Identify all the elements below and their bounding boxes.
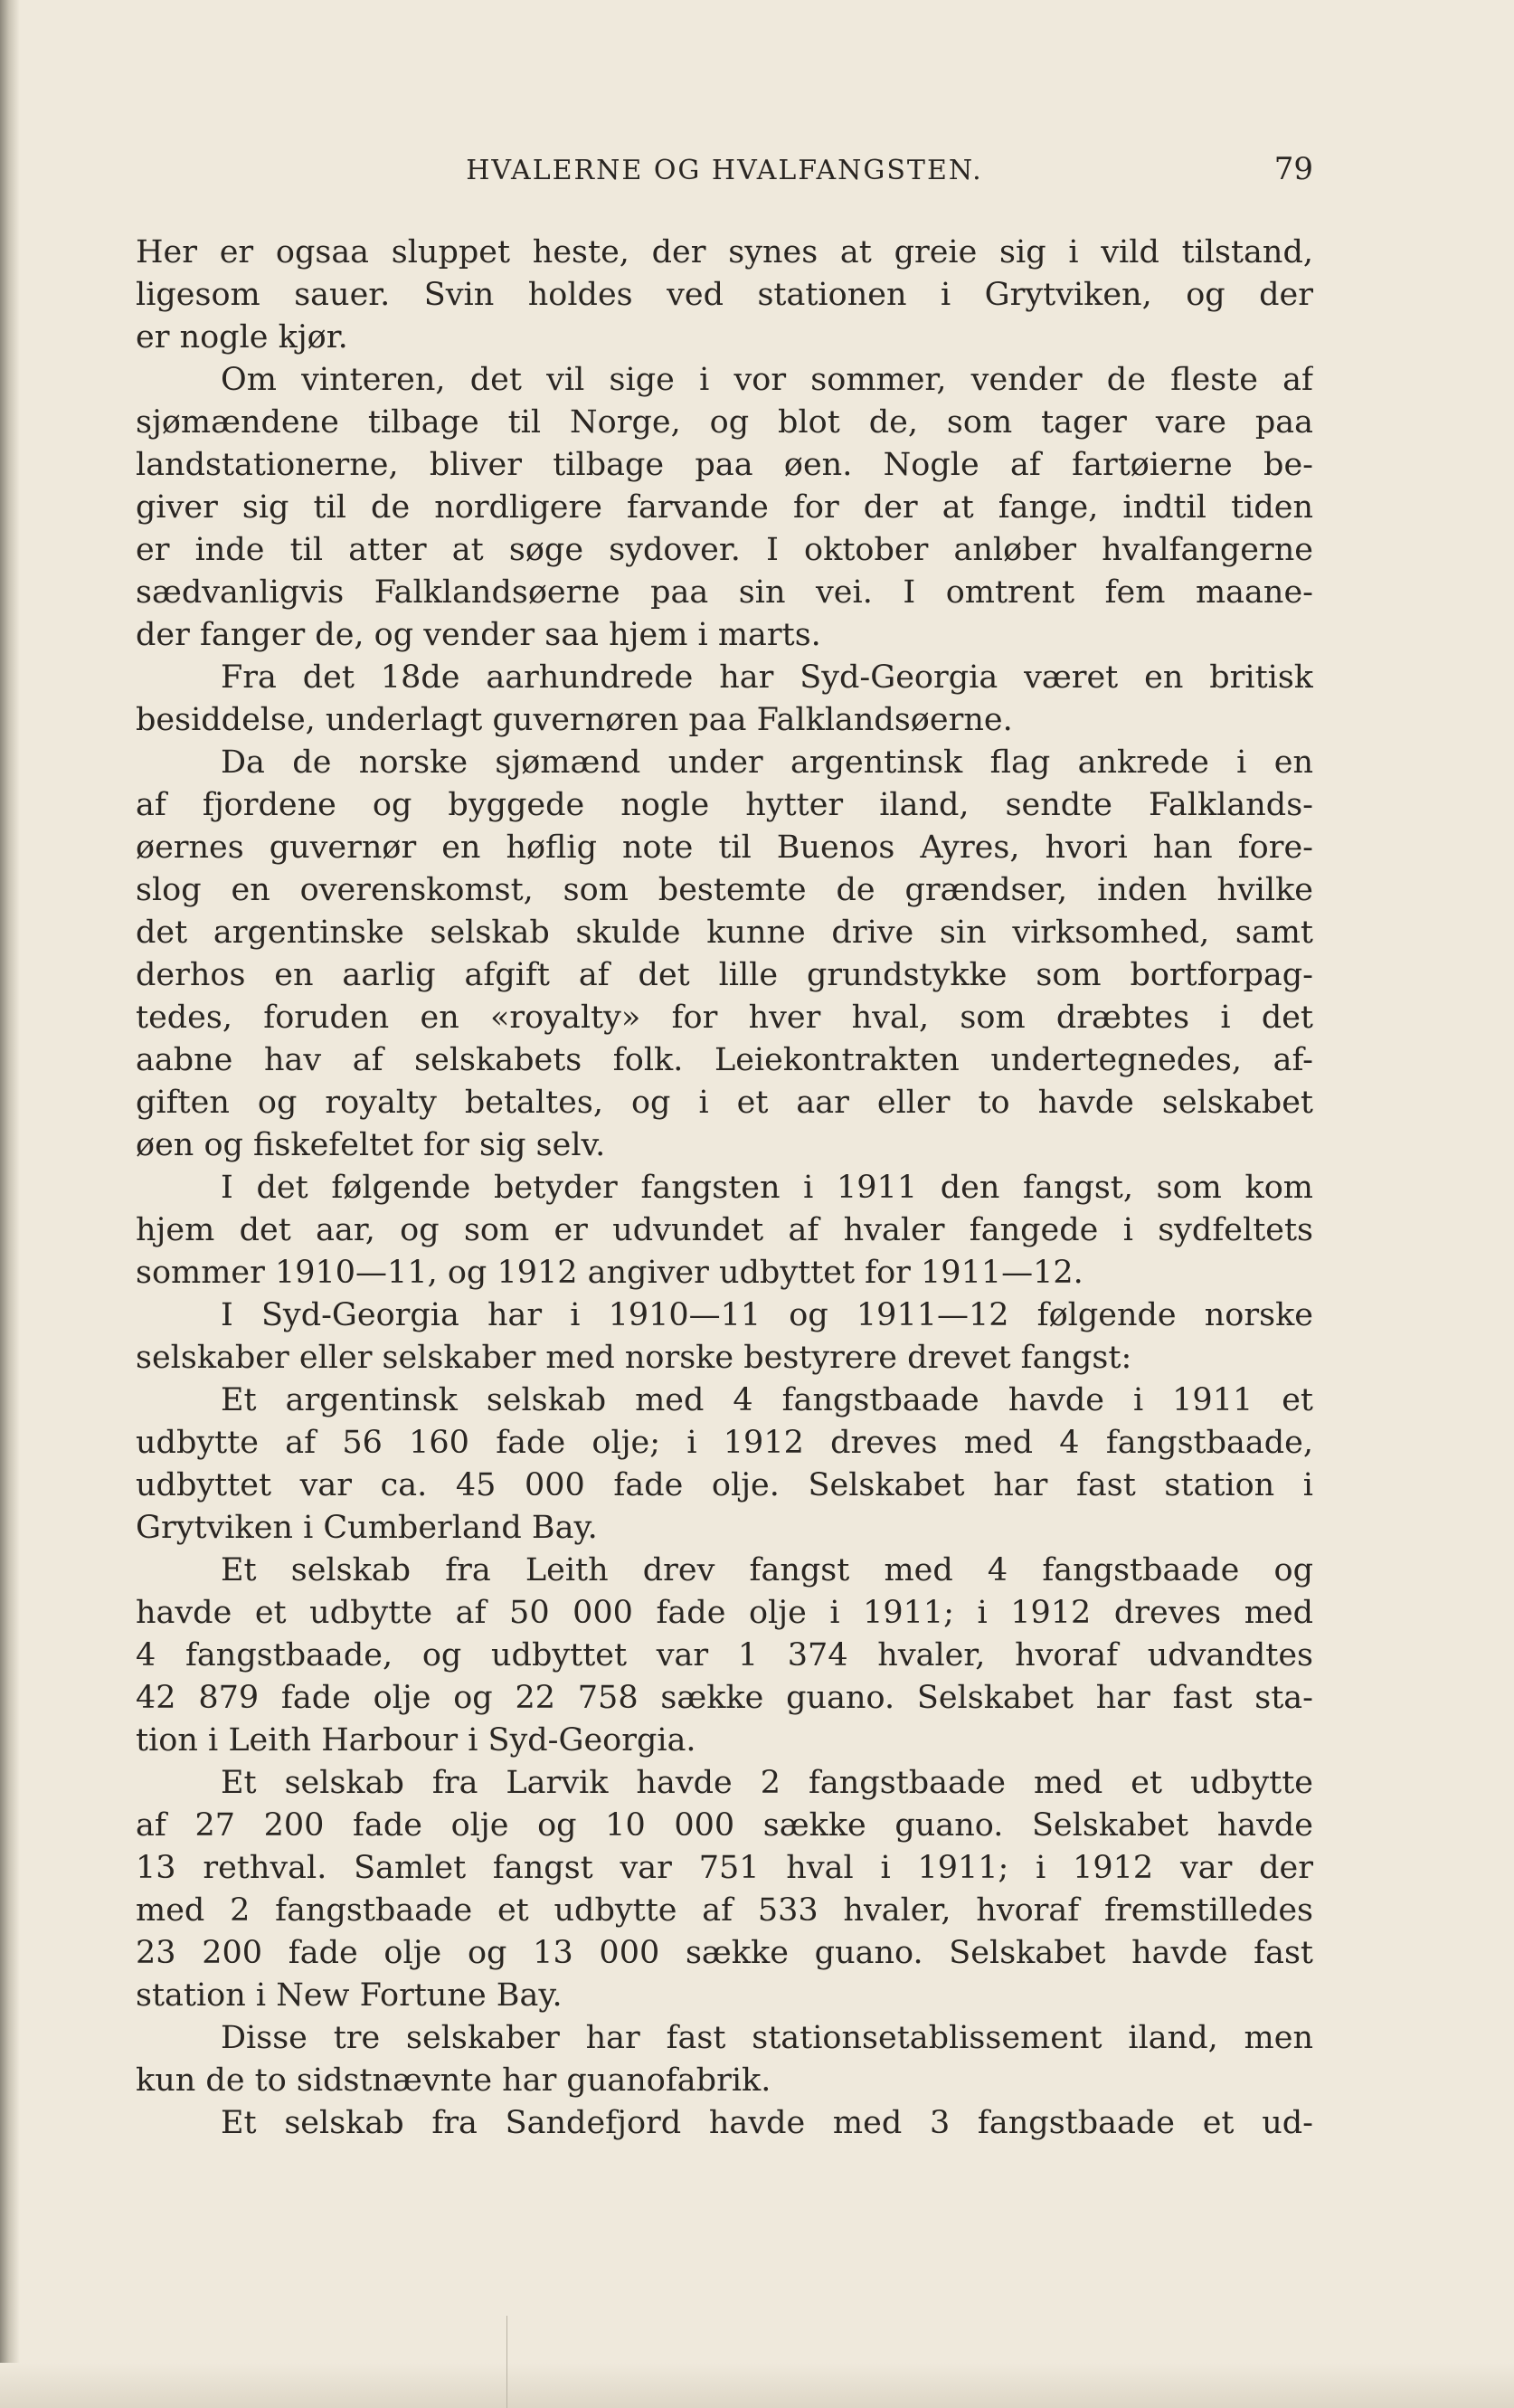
text-line: Et argentinsk selskab med 4 fangstbaade havde i 1911 et (221, 1382, 1313, 1418)
text-line: sommer 1910—11, og 1912 angiver udbyttet for 1911—12. (136, 1255, 1083, 1291)
page-edge-shadow (0, 0, 20, 2408)
text-line: kun de to sidstnævnte har guanofabrik. (136, 2062, 771, 2099)
text-line: I Syd-Georgia har i 1910—11 og 1911—12 følgende norske (221, 1297, 1313, 1333)
text-line: af fjordene og byggede nogle hytter iland, sendte Falklands- (136, 787, 1313, 823)
text-line: er inde til atter at søge sydover. I oktober anløber hvalfangerne (136, 532, 1313, 568)
text-line: er nogle kjør. (136, 319, 348, 356)
text-line: udbyttet var ca. 45 000 fade olje. Selskabet har fast station i (136, 1467, 1313, 1503)
text-line: landstationerne, bliver tilbage paa øen. Nogle af fartøierne be- (136, 447, 1313, 483)
text-line: af 27 200 fade olje og 10 000 sække guano. Selskabet havde (136, 1807, 1313, 1844)
text-line: udbytte af 56 160 fade olje; i 1912 dreves med 4 fangstbaade, (136, 1425, 1313, 1461)
text-line: besiddelse, underlagt guvernøren paa Falklandsøerne. (136, 702, 1013, 738)
text-line: aabne hav af selskabets folk. Leiekontrakten undertegnedes, af- (136, 1042, 1313, 1078)
text-line: 23 200 fade olje og 13 000 sække guano. Selskabet havde fast (136, 1935, 1313, 1971)
text-line: Her er ogsaa sluppet heste, der synes at greie sig i vild tilstand, (136, 234, 1313, 270)
text-line: Et selskab fra Leith drev fangst med 4 fangstbaade og (221, 1552, 1313, 1588)
text-line: Fra det 18de aarhundrede har Syd-Georgia været en britisk (221, 659, 1313, 696)
text-line: ligesom sauer. Svin holdes ved stationen i Grytviken, og der (136, 277, 1313, 313)
fold-line (506, 2316, 507, 2408)
text-line: I det følgende betyder fangsten i 1911 den fangst, som kom (221, 1170, 1313, 1206)
text-line: der fanger de, og vender saa hjem i marts. (136, 617, 821, 653)
page-bottom-shadow (0, 2363, 1514, 2408)
text-line: Disse tre selskaber har fast stationsetablissement iland, men (221, 2020, 1313, 2056)
text-line: Et selskab fra Sandefjord havde med 3 fangstbaade et ud- (221, 2105, 1313, 2141)
text-line: sjømændene tilbage til Norge, og blot de, som tager vare paa (136, 404, 1313, 441)
page-number: 79 (1273, 151, 1313, 187)
text-line: øernes guvernør en høflig note til Buenos Ayres, hvori han fore- (136, 830, 1313, 866)
text-line: Grytviken i Cumberland Bay. (136, 1510, 598, 1546)
text-line: med 2 fangstbaade et udbytte af 533 hvaler, hvoraf fremstilledes (136, 1892, 1313, 1929)
text-line: slog en overenskomst, som bestemte de grændser, inden hvilke (136, 872, 1313, 908)
text-line: Da de norske sjømænd under argentinsk flag ankrede i en (221, 744, 1313, 781)
text-line: tion i Leith Harbour i Syd-Georgia. (136, 1722, 696, 1759)
text-line: havde et udbytte af 50 000 fade olje i 1911; i 1912 dreves med (136, 1595, 1313, 1631)
text-line: station i New Fortune Bay. (136, 1977, 563, 2014)
running-title: HVALERNE OG HVALFANGSTEN. (466, 155, 983, 186)
text-line: Et selskab fra Larvik havde 2 fangstbaade med et udbytte (221, 1765, 1313, 1801)
text-line: øen og fiskefeltet for sig selv. (136, 1127, 606, 1163)
text-line: 4 fangstbaade, og udbyttet var 1 374 hvaler, hvoraf udvandtes (136, 1637, 1313, 1673)
text-line: 13 rethval. Samlet fangst var 751 hval i 1911; i 1912 var der (136, 1850, 1313, 1886)
text-line: sædvanligvis Falklandsøerne paa sin vei. I omtrent fem maane- (136, 574, 1313, 611)
text-line: giften og royalty betaltes, og i et aar eller to havde selskabet (136, 1085, 1313, 1121)
body-text (136, 232, 1313, 2145)
text-line: giver sig til de nordligere farvande for der at fange, indtil tiden (136, 489, 1313, 526)
text-line: 42 879 fade olje og 22 758 sække guano. Selskabet har fast sta- (136, 1680, 1313, 1716)
text-line: selskaber eller selskaber med norske bestyrere drevet fangst: (136, 1340, 1132, 1376)
text-line: det argentinske selskab skulde kunne drive sin virksomhed, samt (136, 915, 1313, 951)
text-line: Om vinteren, det vil sige i vor sommer, vender de fleste af (221, 362, 1313, 398)
running-head (136, 151, 1313, 193)
text-line: derhos en aarlig afgift af det lille grundstykke som bortforpag- (136, 957, 1313, 993)
text-line: tedes, foruden en «royalty» for hver hval, som dræbtes i det (136, 1000, 1313, 1036)
text-line: hjem det aar, og som er udvundet af hvaler fangede i sydfeltets (136, 1212, 1313, 1248)
